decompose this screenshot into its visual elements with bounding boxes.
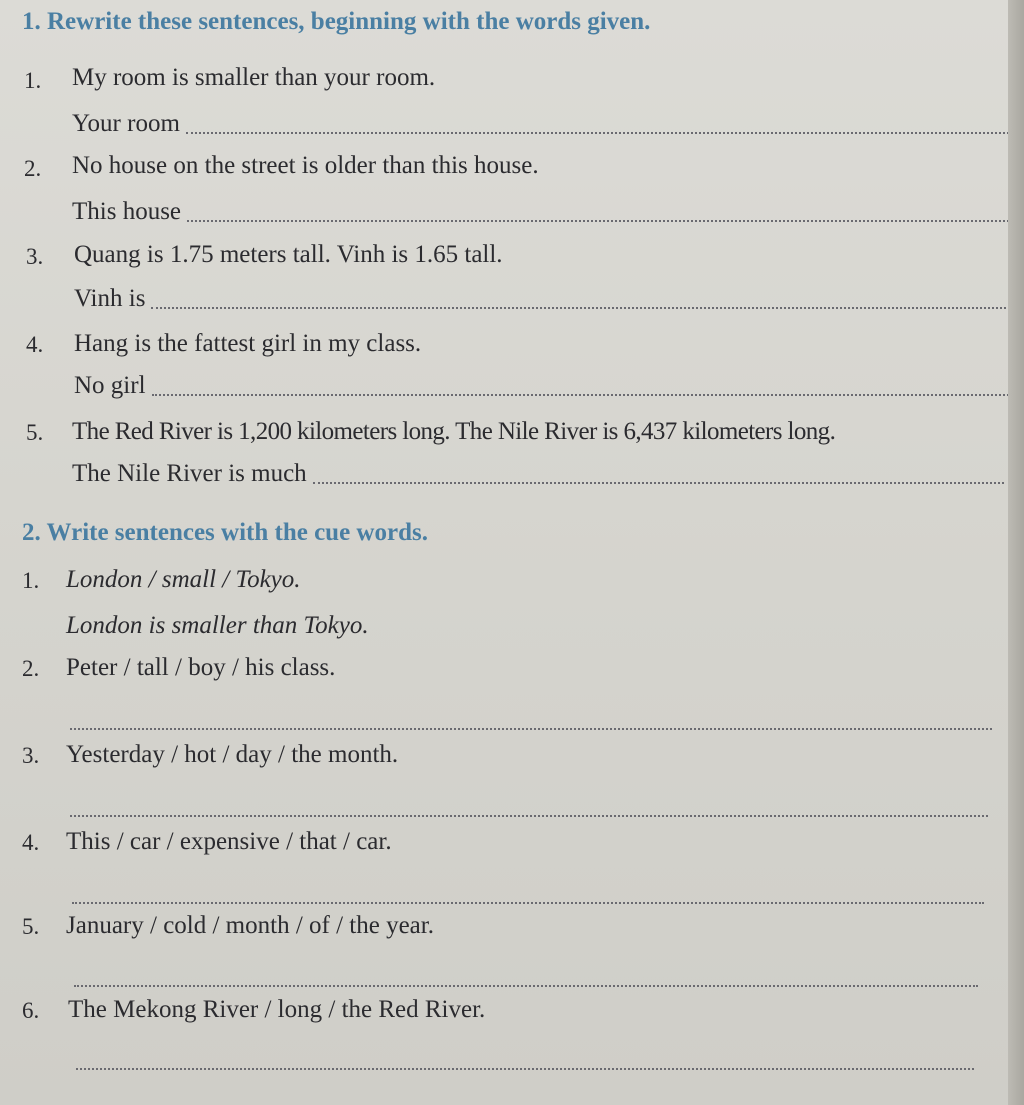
s1-item-3-number: 3.: [26, 244, 44, 269]
s1-item-5-starter: The Nile River is much: [72, 460, 307, 487]
s1-item-2-starter: This house: [72, 198, 182, 225]
s1-item-4-answer-blank[interactable]: [152, 394, 1009, 396]
s1-item-1-number: 1.: [24, 68, 42, 93]
s1-item-2-answer-row: [72, 198, 1017, 226]
s1-item-3-sentence: Quang is 1.75 meters tall. Vinh is 1.65 tall.: [74, 241, 503, 268]
s1-item-4-sentence: Hang is the fattest girl in my class.: [74, 330, 422, 357]
s2-item-3-number: 3.: [22, 743, 40, 768]
s2-item-6-cue: The Mekong River / long / the Red River.: [68, 996, 486, 1023]
s1-item-5-answer-blank[interactable]: [313, 482, 1004, 484]
s2-item-2-number: 2.: [22, 656, 40, 681]
s1-item-5-answer-row: [72, 460, 1004, 488]
s2-item-2-answer-blank[interactable]: [70, 728, 992, 730]
s1-item-1-starter: Your room: [72, 110, 180, 137]
s1-item-1-sentence: My room is smaller than your room.: [72, 64, 436, 91]
s2-item-5-cue: January / cold / month / of / the year.: [66, 912, 434, 939]
s2-item-4-number: 4.: [22, 830, 40, 855]
s2-item-1-cue: London / small / Tokyo.: [66, 566, 301, 593]
s1-item-2-number: 2.: [24, 156, 42, 181]
s1-item-3-answer-blank[interactable]: [151, 307, 1014, 309]
s2-item-5-answer-blank[interactable]: [74, 985, 978, 987]
page-edge-shadow: [1008, 0, 1024, 1105]
s1-item-4-number: 4.: [26, 332, 44, 357]
section-2-heading: 2. Write sentences with the cue words.: [22, 519, 428, 546]
s2-item-5-number: 5.: [22, 914, 40, 939]
s1-item-2-sentence: No house on the street is older than this house.: [72, 152, 539, 179]
s1-item-1-answer-blank[interactable]: [186, 132, 1017, 134]
s1-item-4-answer-row: [74, 372, 1009, 400]
s2-item-2-cue: Peter / tall / boy / his class.: [66, 654, 336, 681]
s1-item-4-starter: No girl: [74, 372, 146, 399]
s1-item-1-answer-row: [72, 110, 1017, 138]
s2-item-1-example-answer: London is smaller than Tokyo.: [66, 612, 369, 639]
section-1-heading: 1. Rewrite these sentences, beginning with the words given.: [22, 8, 651, 35]
s2-item-1-number: 1.: [22, 568, 40, 593]
s1-item-2-answer-blank[interactable]: [187, 220, 1017, 222]
s1-item-3-starter: Vinh is: [74, 285, 146, 312]
s1-item-5-sentence: The Red River is 1,200 kilometers long. The Nile River is 6,437 kilometers long.: [72, 418, 836, 445]
s2-item-4-answer-blank[interactable]: [72, 902, 984, 904]
s2-item-6-answer-blank[interactable]: [76, 1068, 974, 1070]
s1-item-3-answer-row: [74, 285, 1014, 313]
s2-item-6-number: 6.: [22, 998, 40, 1023]
s2-item-3-answer-blank[interactable]: [70, 815, 988, 817]
s2-item-3-cue: Yesterday / hot / day / the month.: [66, 741, 399, 768]
s1-item-5-number: 5.: [26, 420, 44, 445]
s2-item-4-cue: This / car / expensive / that / car.: [66, 828, 392, 855]
